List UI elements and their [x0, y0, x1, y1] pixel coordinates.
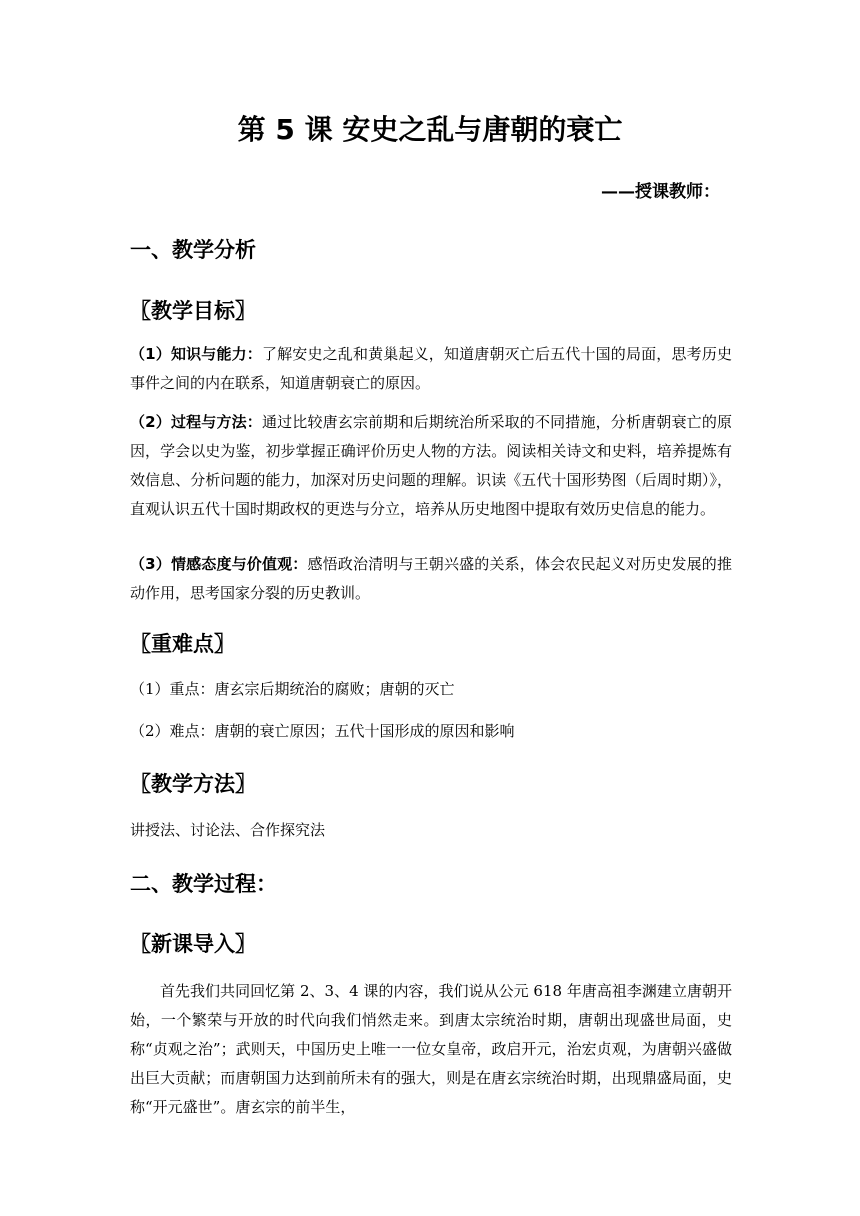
- methods-text: 讲授法、讨论法、合作探究法: [130, 821, 326, 839]
- subheading-methods: 〖教学方法〗: [130, 772, 256, 796]
- page-title: 第 5 课 安史之乱与唐朝的衰亡: [237, 113, 623, 146]
- teacher-line: ——授课教师：: [601, 182, 720, 202]
- subheading-intro: 〖新课导入〗: [130, 932, 256, 956]
- objective-label: （1）知识与能力：: [130, 345, 262, 363]
- objective-label: （2）过程与方法：: [130, 413, 262, 431]
- section-heading-analysis: 一、教学分析: [130, 238, 256, 262]
- objective-label: （3）情感态度与价值观：: [130, 555, 308, 573]
- intro-paragraph: 首先我们共同回忆第 2、3、4 课的内容，我们说从公元 618 年唐高祖李渊建立唐朝开始，一个繁荣与开放的时代向我们悄然走来。到唐太宗统治时期，唐朝出现盛世局面，史称“贞观之治”；武则天，中国历史上唯一一位女皇帝，政启开元，治宏贞观，为唐朝兴盛做出巨大贡献；而唐朝国力达到前所未有的强大，则是在唐玄宗统治时期，出现鼎盛局面，史称“开元盛世”。唐玄宗的前半生，: [130, 982, 732, 1116]
- objective-text: 通过比较唐玄宗前期和后期统治所采取的不同措施，分析唐朝衰亡的原因，学会以史为鉴，初步掌握正确评价历史人物的方法。阅读相关诗文和史料，培养提炼有效信息、分析问题的能力，加深对历史问题的理解。识读《五代十国形势图（后周时期）》，直观认识五代十国时期政权的更迭与分立，培养从历史地图中提取有效历史信息的能力。: [130, 413, 732, 518]
- subheading-keypoints: 〖重难点〗: [130, 632, 235, 656]
- objective-item-1: [130, 340, 732, 398]
- objective-text: 感悟政治清明与王朝兴盛的关系，体会农民起义对历史发展的推动作用，思考国家分裂的历史教训。: [130, 555, 732, 602]
- keypoint-item-1: （1）重点：唐玄宗后期统治的腐败；唐朝的灭亡: [130, 680, 455, 698]
- subheading-objectives: 〖教学目标〗: [130, 299, 256, 323]
- objective-text: 了解安史之乱和黄巢起义，知道唐朝灭亡后五代十国的局面，思考历史事件之间的内在联系，知道唐朝衰亡的原因。: [130, 345, 732, 392]
- keypoint-item-2: （2）难点：唐朝的衰亡原因；五代十国形成的原因和影响: [130, 722, 515, 740]
- section-heading-process: 二、教学过程：: [130, 872, 277, 896]
- objective-item-2: [130, 408, 732, 524]
- objective-item-3: [130, 550, 732, 608]
